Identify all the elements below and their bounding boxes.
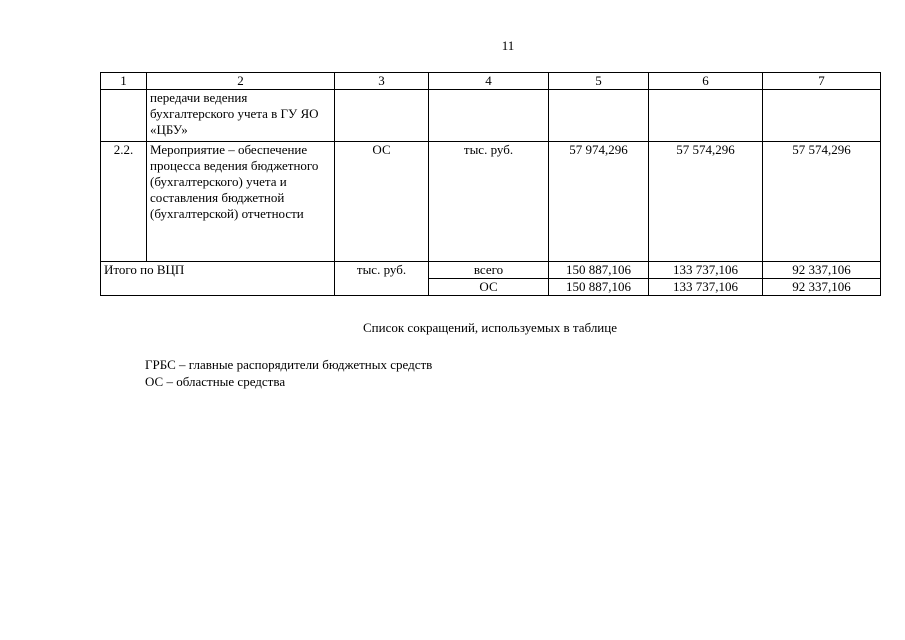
budget-table [100, 72, 881, 296]
total-type: всего [429, 262, 549, 279]
row-name: Мероприятие – обеспечение процесса ведения бюджетного (бухгалтерского) учета и составления бюджетной (бухгалтерской) отчетности [147, 142, 335, 262]
row-value-6: 57 574,296 [649, 142, 763, 262]
total-unit: тыс. руб. [335, 262, 429, 296]
total-value-6: 133 737,106 [649, 262, 763, 279]
total-value-7: 92 337,106 [763, 262, 881, 279]
abbreviations-caption: Список сокращений, используемых в таблице [363, 320, 617, 335]
total-value-5: 150 887,106 [549, 279, 649, 296]
header-cell-1: 1 [101, 73, 147, 90]
row-value-5: 57 974,296 [549, 142, 649, 262]
row-value-7: 57 574,296 [763, 142, 881, 262]
row-number: 2.2. [101, 142, 147, 262]
row-number [101, 90, 147, 142]
total-value-6: 133 737,106 [649, 279, 763, 296]
row-source [335, 90, 429, 142]
header-cell-3: 3 [335, 73, 429, 90]
abbreviation-item: ОС – областные средства [145, 374, 286, 389]
row-value-6 [649, 90, 763, 142]
total-type: ОС [429, 279, 549, 296]
row-unit [429, 90, 549, 142]
header-cell-4: 4 [429, 73, 549, 90]
abbreviation-item: ГРБС – главные распорядители бюджетных средств [145, 357, 433, 372]
table-row [101, 90, 881, 142]
abbreviations-list [145, 356, 745, 390]
page-number-text: 11 [501, 38, 515, 53]
total-value-7: 92 337,106 [763, 279, 881, 296]
table-row [101, 142, 881, 262]
total-value-5: 150 887,106 [549, 262, 649, 279]
row-value-5 [549, 90, 649, 142]
page-number [0, 38, 905, 54]
header-cell-5: 5 [549, 73, 649, 90]
header-cell-7: 7 [763, 73, 881, 90]
total-label: Итого по ВЦП [101, 262, 335, 296]
row-unit: тыс. руб. [429, 142, 549, 262]
row-value-7 [763, 90, 881, 142]
header-cell-2: 2 [147, 73, 335, 90]
table-header-row [101, 73, 881, 90]
header-cell-6: 6 [649, 73, 763, 90]
row-name: передачи ведения бухгалтерского учета в ГУ ЯО «ЦБУ» [147, 90, 335, 142]
total-row [101, 262, 881, 279]
row-source: ОС [335, 142, 429, 262]
